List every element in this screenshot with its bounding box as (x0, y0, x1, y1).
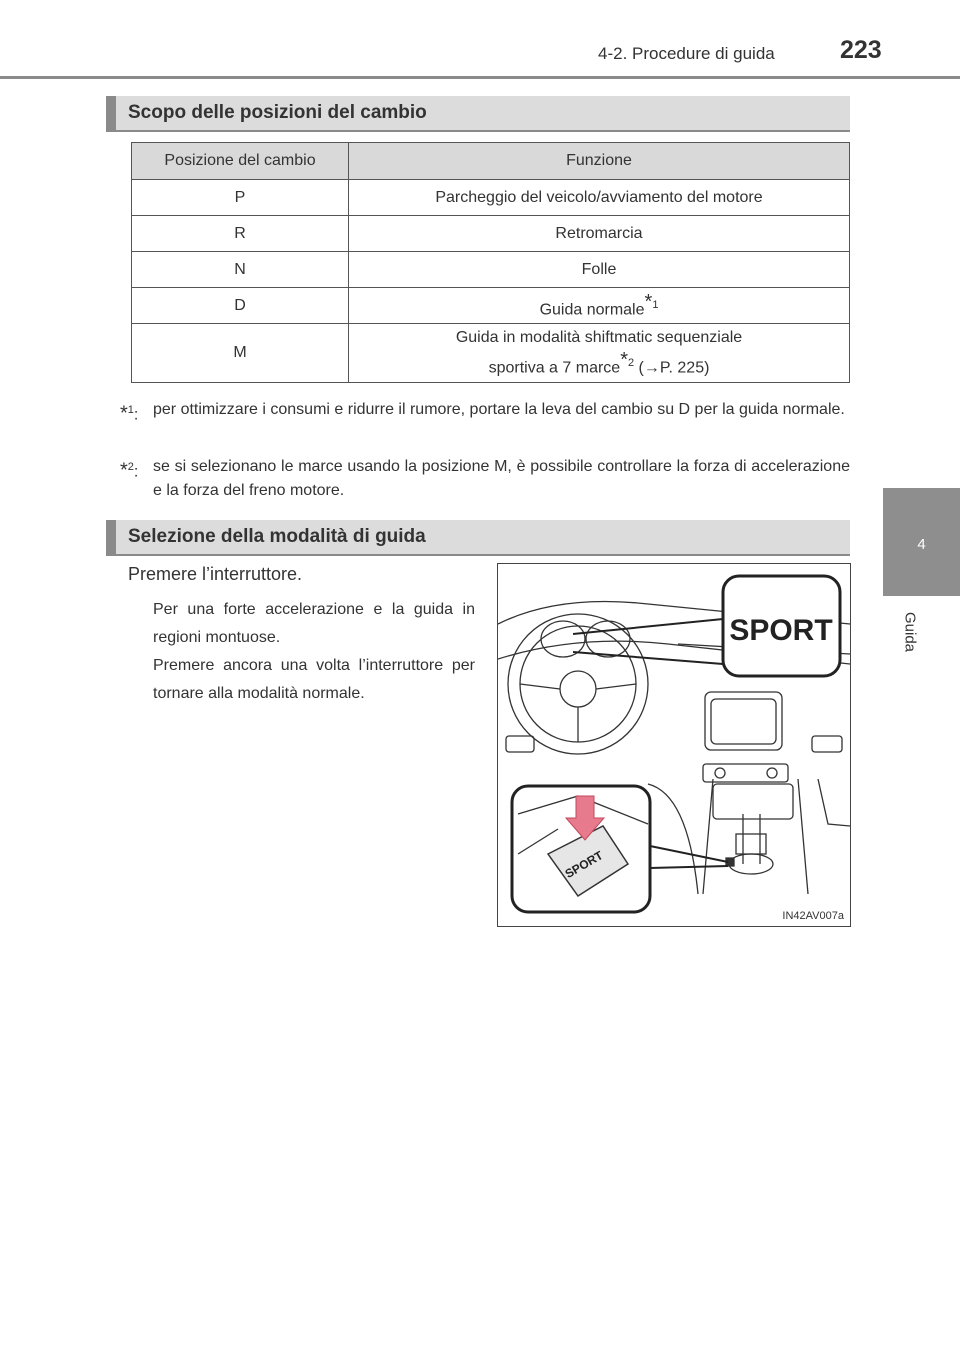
sport-callout-label: SPORT (729, 614, 833, 647)
instruction-step: Premere l’interruttore. (128, 564, 303, 584)
cell-position: P (132, 180, 349, 216)
cell-function: Parcheggio del veicolo/avviamento del motore (349, 180, 850, 216)
page-number: 223 (840, 36, 882, 64)
table-row (132, 324, 850, 383)
footnote-text: per ottimizzare i consumi e ridurre il rumore, portare la leva del cambio su D per la guida normale. (153, 401, 845, 418)
footnote-marker: *1 (644, 291, 659, 314)
illustration-code: IN42AV007a (782, 910, 844, 922)
cell-function (349, 288, 850, 324)
table-header-row (132, 143, 850, 180)
section-heading-text: Scopo delle posizioni del cambio (128, 102, 427, 123)
paragraph: Per una forte accelerazione e la guida in regioni montuose. (153, 601, 475, 646)
section-heading-drive-mode (106, 520, 850, 556)
section-heading-text: Selezione della modalità di guida (128, 526, 426, 547)
cell-position: D (132, 288, 349, 324)
cell-function: Folle (349, 252, 850, 288)
table-row (132, 216, 850, 252)
page-reference[interactable]: P. 225 (659, 359, 705, 377)
column-header-position: Posizione del cambio (132, 143, 349, 180)
chapter-number: 4 (917, 536, 926, 553)
cell-position: M (132, 324, 349, 383)
footnote-text: se si selezionano le marce usando la posizione M, è possibile controllare la forza di accelerazione e la forza del freno motore. (153, 458, 850, 499)
gear-position-table (131, 142, 850, 383)
function-text-line2: sportiva a 7 marce (488, 359, 621, 377)
sport-switch-illustration (497, 563, 851, 927)
cell-function: Retromarcia (349, 216, 850, 252)
paragraph: Premere ancora una volta l’interruttore per tornare alla modalità normale. (153, 657, 475, 702)
chapter-label-text: Guida (901, 611, 919, 653)
table-row (132, 288, 850, 324)
footnote-mark: *$^2$: (120, 459, 139, 482)
arrow-icon: → (643, 359, 660, 377)
cell-position: N (132, 252, 349, 288)
function-text-line1: Guida in modalità shiftmatic sequenziale (455, 328, 743, 346)
table-row (132, 180, 850, 216)
function-text: Guida normale (539, 301, 645, 319)
footnote-mark: *$^1$: (120, 402, 139, 425)
footnote-marker: *2 (620, 348, 635, 371)
chapter-label (895, 606, 925, 658)
sport-button-label: SPORT (562, 848, 606, 881)
footnote-1 (120, 398, 850, 425)
header-section-title: 4-2. Procedure di guida (598, 44, 775, 63)
section-heading-gear-positions (106, 96, 850, 132)
header-rule (0, 76, 960, 79)
column-header-function: Funzione (349, 143, 850, 180)
footnote-2 (120, 455, 850, 503)
cell-position: R (132, 216, 349, 252)
cell-function: Guida in modalità shiftmatic sequenziale sportiva a 7 marce$^{*2}$ (→P. 225) (349, 324, 850, 383)
chapter-tab[interactable] (883, 488, 960, 596)
dashboard-drawing (498, 564, 850, 926)
table-row (132, 252, 850, 288)
